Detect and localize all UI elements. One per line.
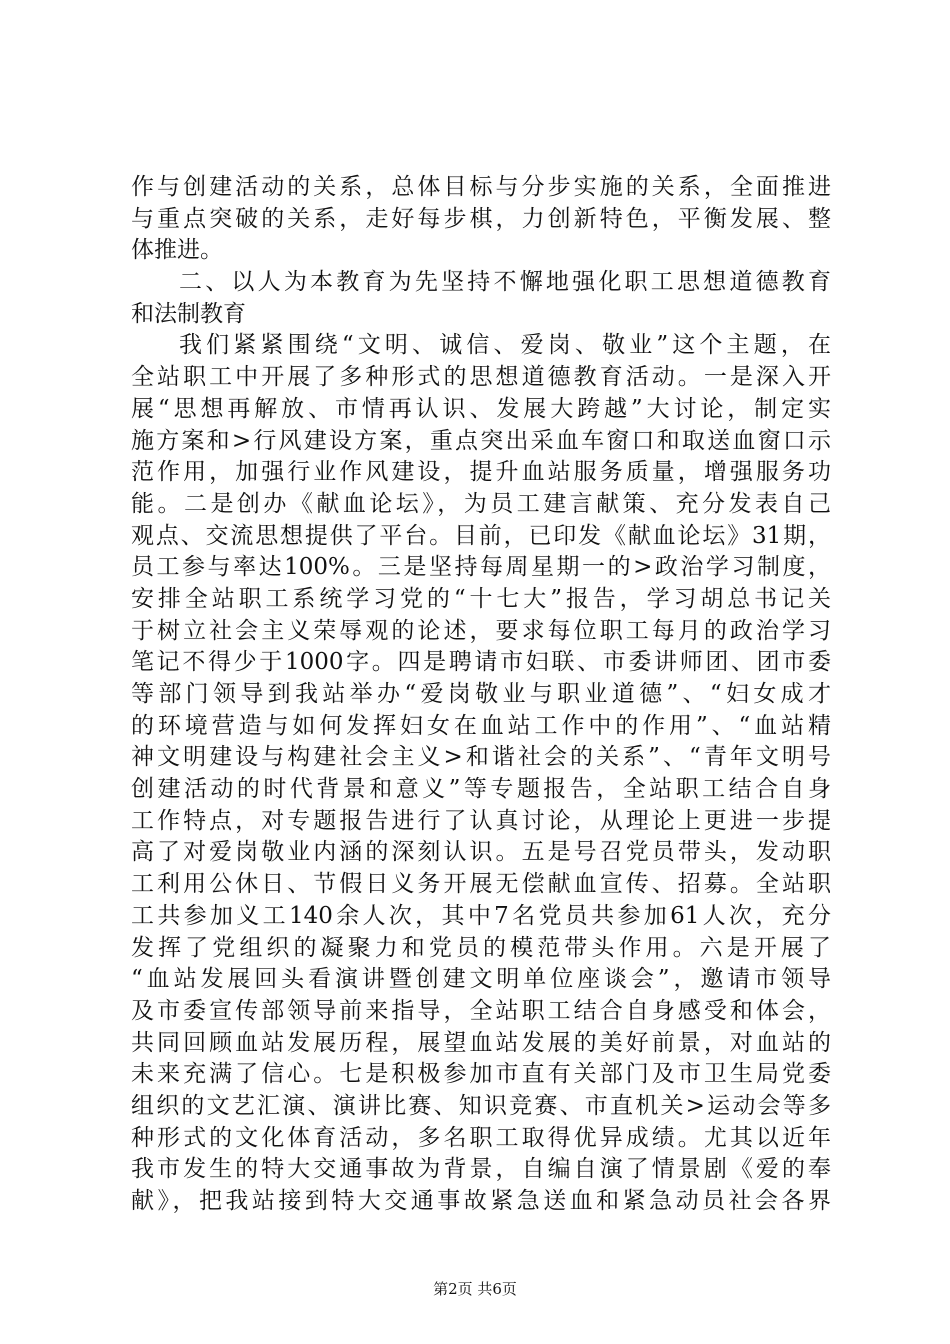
- text-line: 于树立社会主义荣辱观的论述，要求每位职工每月的政治学习: [131, 617, 831, 644]
- text-line: 神文明建设与构建社会主义>和谐社会的关系”、“青年文明号: [131, 744, 831, 771]
- text-line: 员工参与率达100%。三是坚持每周星期一的>政治学习制度，: [131, 554, 831, 581]
- text-line: 我市发生的特大交通事故为背景，自编自演了情景剧《爱的奉: [131, 1156, 831, 1183]
- text-line: 发挥了党组织的凝聚力和党员的模范带头作用。六是开展了: [131, 934, 831, 961]
- text-line: 与重点突破的关系，走好每步棋，力创新特色，平衡发展、整: [131, 205, 831, 232]
- text-line: 工作特点，对专题报告进行了认真讨论，从理论上更进一步提: [131, 807, 831, 834]
- text-line: 创建活动的时代背景和意义”等专题报告，全站职工结合自身: [131, 776, 831, 803]
- text-line: 共同回顾血站发展历程，展望血站发展的美好前景，对血站的: [131, 1029, 831, 1056]
- page-footer: [0, 1278, 950, 1299]
- text-line: 观点、交流思想提供了平台。目前，已印发《献血论坛》31期，: [131, 522, 831, 549]
- text-line: 献》，把我站接到特大交通事故紧急送血和紧急动员社会各界: [131, 1188, 831, 1214]
- text-line: 组织的文艺汇演、演讲比赛、知识竞赛、市直机关>运动会等多: [131, 1092, 831, 1119]
- text-line: 的环境营造与如何发挥妇女在血站工作中的作用”、“血站精: [131, 712, 831, 739]
- text-line: 施方案和>行风建设方案，重点突出采血车窗口和取送血窗口示: [131, 427, 831, 454]
- text-line: 工利用公休日、节假日义务开展无偿献血宣传、招募。全站职: [131, 871, 831, 898]
- text-line: 展“思想再解放、市情再认识、发展大跨越”大讨论，制定实: [131, 395, 831, 422]
- page-number-label: 第2页 共6页: [433, 1280, 517, 1298]
- document-body: [131, 172, 831, 1218]
- text-line: 工共参加义工140余人次，其中7名党员共参加61人次，充分: [131, 902, 831, 929]
- section-heading-line: 和法制教育: [131, 300, 246, 327]
- text-line: 体推进。: [131, 237, 223, 264]
- text-line: 未来充满了信心。七是积极参加市直有关部门及市卫生局党委: [131, 1061, 831, 1088]
- text-line: “血站发展回头看演讲暨创建文明单位座谈会”，邀请市领导: [131, 966, 831, 993]
- text-line: 及市委宣传部领导前来指导，全站职工结合自身感受和体会，: [131, 997, 831, 1024]
- text-line: 高了对爱岗敬业内涵的深刻认识。五是号召党员带头，发动职: [131, 839, 831, 866]
- text-line: 能。二是创办《献血论坛》，为员工建言献策、充分发表自己: [131, 490, 831, 517]
- text-line: 范作用，加强行业作风建设，提升血站服务质量，增强服务功: [131, 459, 831, 486]
- text-line: 笔记不得少于1000字。四是聘请市妇联、市委讲师团、团市委: [131, 649, 831, 676]
- text-line: 安排全站职工系统学习党的“十七大”报告，学习胡总书记关: [131, 585, 831, 612]
- text-line: 等部门领导到我站举办“爱岗敬业与职业道德”、“妇女成才: [131, 681, 831, 707]
- text-line: 全站职工中开展了多种形式的思想道德教育活动。一是深入开: [131, 364, 831, 391]
- text-line: 作与创建活动的关系，总体目标与分步实施的关系，全面推进: [131, 174, 831, 200]
- section-heading-line: 二、以人为本教育为先坚持不懈地强化职工思想道德教育: [179, 269, 831, 296]
- text-line: 种形式的文化体育活动，多名职工取得优异成绩。尤其以近年: [131, 1124, 831, 1151]
- text-line: 我们紧紧围绕“文明、诚信、爱岗、敬业”这个主题，在: [179, 332, 831, 359]
